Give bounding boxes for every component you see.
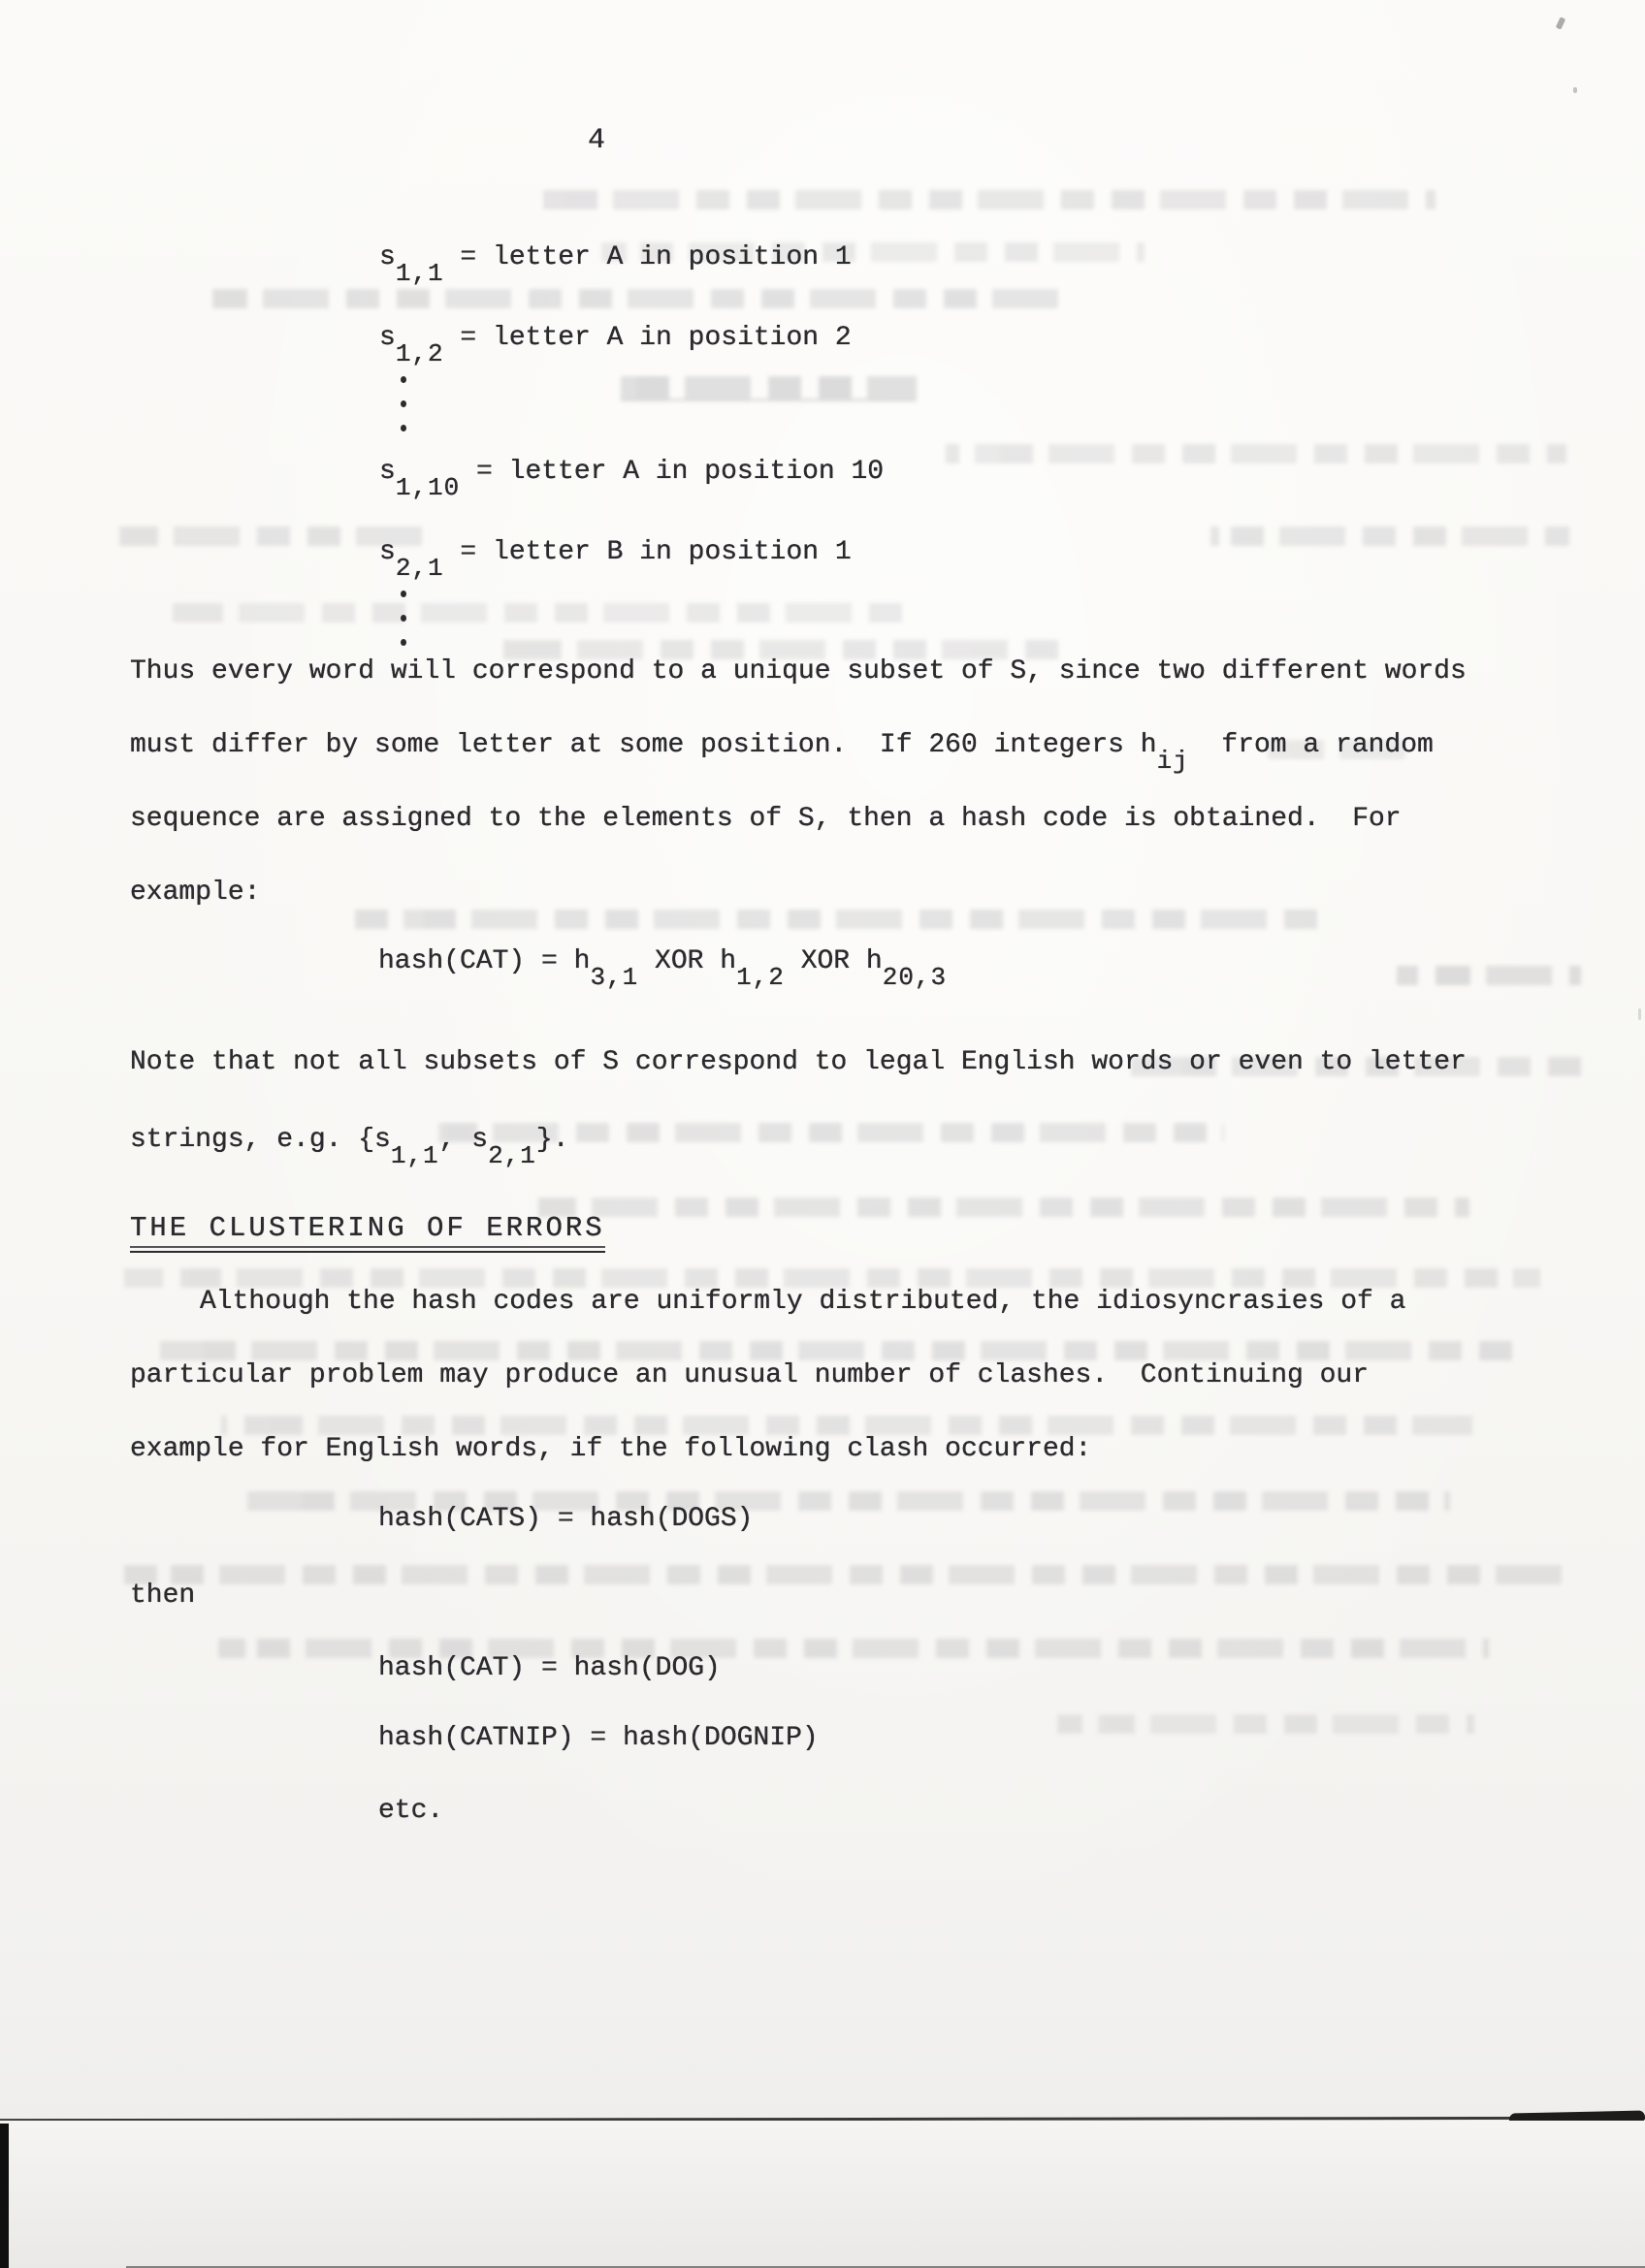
bleedthrough-artifact (105, 527, 425, 546)
bleedthrough-artifact (946, 444, 1566, 463)
text-run: must differ by some letter at some position. If 260 integers h (130, 730, 1157, 760)
equation-hash-cat-xor (378, 946, 948, 992)
text-run: s (379, 537, 396, 567)
text-line (379, 537, 884, 581)
definitions-block (379, 242, 884, 671)
subscript: 1,10 (395, 473, 461, 502)
text-run: , s (438, 1125, 489, 1155)
vertical-ellipsis (379, 367, 884, 457)
toner-speck (1556, 16, 1566, 29)
section-heading: THE CLUSTERING OF ERRORS (130, 1212, 605, 1253)
text-run: s (379, 323, 396, 353)
text-line (130, 804, 1467, 878)
equation-catnip-dognip (378, 1723, 819, 1753)
text-line (379, 457, 884, 500)
text-run: from a random (1188, 730, 1434, 760)
text-run: XOR h (638, 946, 737, 976)
page-number: 4 (588, 124, 606, 157)
text-run: hash(CAT) = h (378, 946, 591, 976)
text-run: s (379, 242, 396, 272)
photocopy-bottom-shade (0, 2121, 1645, 2268)
text-line (379, 323, 884, 367)
subscript: 3,1 (590, 963, 639, 992)
subscript: 1,2 (395, 339, 444, 368)
text-run: particular problem may produce an unusual number of clashes. Continuing our (130, 1360, 1370, 1390)
text-run: XOR h (784, 946, 883, 976)
then-label: then (130, 1581, 196, 1611)
bleedthrough-artifact (1210, 527, 1569, 546)
text-run: = letter A in position 2 (443, 323, 852, 353)
subscript: 1,1 (395, 259, 444, 288)
text-run: = letter B in position 1 (443, 537, 852, 567)
bleedthrough-artifact (543, 190, 1435, 209)
note-paragraph (130, 1047, 1467, 1202)
text-run: Although the hash codes are uniformly distributed, the idiosyncrasies of a (200, 1287, 1406, 1317)
text-line (130, 1287, 1405, 1360)
bleedthrough-artifact (124, 1268, 1540, 1288)
text-run: }. (535, 1125, 569, 1155)
text-run: hash(CAT) = hash(DOG) (378, 1653, 721, 1683)
clustering-paragraph (130, 1287, 1405, 1508)
etc-label: etc. (378, 1796, 444, 1826)
bleedthrough-artifact (124, 1565, 1579, 1584)
intro-paragraph (130, 656, 1467, 951)
text-line (130, 878, 1467, 951)
text-run: strings, e.g. {s (130, 1125, 391, 1155)
text-run: s (379, 457, 396, 487)
equation-cats-dogs (378, 1504, 753, 1534)
subscript: 1,2 (736, 963, 785, 992)
bleedthrough-artifact (1057, 1714, 1474, 1734)
text-run: example for English words, if the following clash occurred: (130, 1434, 1092, 1464)
photocopy-left-edge-bar (0, 2124, 9, 2268)
text-run: hash(CATS) = hash(DOGS) (378, 1504, 754, 1534)
text-line (130, 1125, 1467, 1202)
subscript: ij (1156, 747, 1189, 776)
toner-speck (1573, 87, 1577, 93)
text-run: Thus every word will correspond to a unique subset of S, since two different words (130, 656, 1467, 687)
text-line (130, 1434, 1405, 1508)
text-line (130, 1047, 1467, 1125)
equation-cat-dog (378, 1653, 721, 1683)
bleedthrough-artifact (1397, 966, 1581, 985)
text-run: Note that not all subsets of S correspond to legal English words or even to letter (130, 1047, 1467, 1077)
text-run: example: (130, 878, 261, 908)
text-line (130, 656, 1467, 730)
text-run: = letter A in position 10 (460, 457, 885, 487)
subscript: 2,1 (395, 554, 444, 583)
subscript: 2,1 (488, 1141, 536, 1170)
text-run: sequence are assigned to the elements of S, then a hash code is obtained. For (130, 804, 1402, 834)
text-line (130, 1360, 1405, 1434)
subscript: 20,3 (882, 963, 948, 992)
text-line (379, 242, 884, 286)
text-line (130, 730, 1467, 804)
toner-speck (1638, 1008, 1641, 1020)
subscript: 1,1 (390, 1141, 439, 1170)
text-run: = letter A in position 1 (443, 242, 852, 272)
text-run: hash(CATNIP) = hash(DOGNIP) (378, 1723, 819, 1753)
